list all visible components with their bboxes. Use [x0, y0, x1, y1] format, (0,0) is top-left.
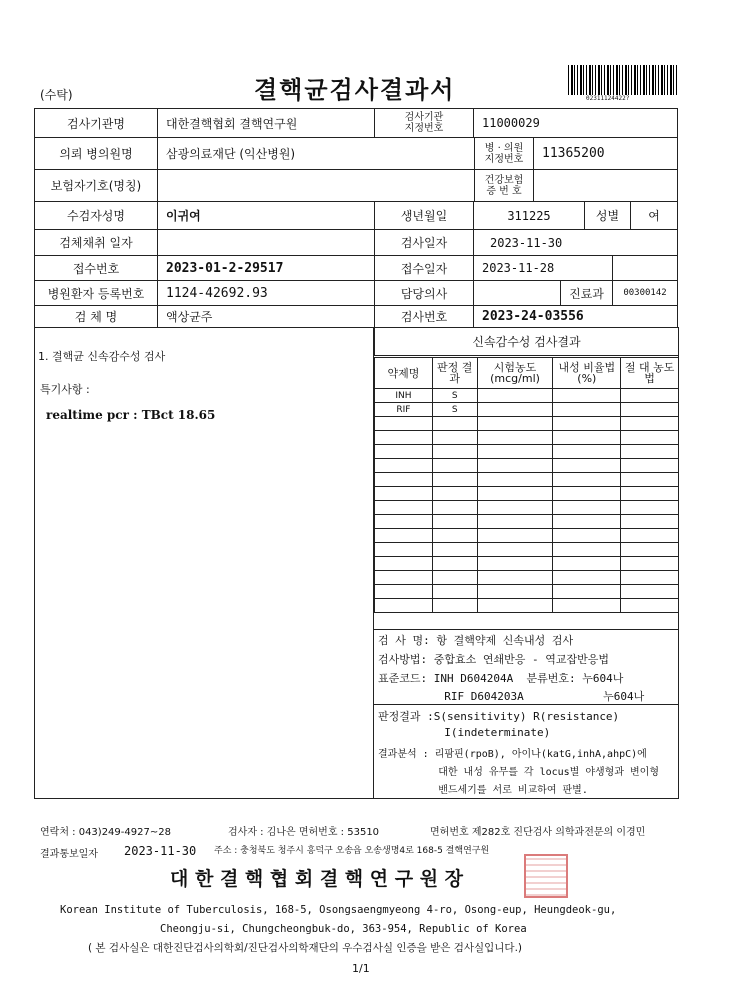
- results-cell: [375, 557, 433, 571]
- results-row-empty: [375, 571, 679, 585]
- barcode: [568, 65, 678, 95]
- results-cell: [621, 543, 679, 557]
- results-cell: [432, 487, 477, 501]
- clinic-no-label-1: 병 · 의원: [484, 142, 524, 154]
- test-date-value: 2023-11-30: [473, 229, 678, 256]
- results-cell: [477, 487, 553, 501]
- official-seal: [524, 854, 568, 898]
- barcode-text: 02311124422?: [586, 95, 630, 102]
- results-cell: [553, 417, 621, 431]
- results-cell: [621, 459, 679, 473]
- method-line-3: 표준코드: INH D604204A 분류번호: 누604나: [378, 672, 624, 685]
- reception-date-label: 접수일자: [374, 255, 474, 281]
- results-cell: [375, 487, 433, 501]
- sex-label: 성별: [584, 201, 631, 230]
- results-cell: INH: [375, 389, 433, 403]
- results-cell: [477, 515, 553, 529]
- reg-value: 1124-42692.93: [157, 280, 375, 306]
- results-row-empty: [375, 473, 679, 487]
- insured-value: [157, 169, 475, 202]
- results-cell: [621, 487, 679, 501]
- page-number: 1/1: [352, 962, 370, 975]
- results-row-empty: [375, 431, 679, 445]
- inst-no-label: [374, 108, 474, 138]
- results-cell: [432, 501, 477, 515]
- remarks-label: 특기사항 :: [40, 383, 90, 396]
- results-cell: [477, 459, 553, 473]
- results-cell: [553, 599, 621, 613]
- method-line-2: 검사방법: 중합효소 연쇄반응 - 역교잡반응법: [378, 653, 610, 666]
- address: 주소 : 충청북도 청주시 흥덕구 오송읍 오송생명4로 168-5 결핵연구원: [214, 846, 490, 856]
- results-row-empty: [375, 459, 679, 473]
- dept-label: 진료과: [560, 280, 613, 306]
- test-item: 1. 결핵균 신속감수성 검사: [38, 350, 166, 363]
- results-title: 신속감수성 검사결과: [374, 327, 679, 356]
- results-cell: [375, 515, 433, 529]
- results-row-empty: [375, 543, 679, 557]
- results-cell: [553, 571, 621, 585]
- pcr-result: realtime pcr : TBct 18.65: [46, 408, 216, 422]
- referrer-value: 삼광의료재단 (익산병원): [157, 137, 475, 170]
- page-title: 결핵균검사결과서: [254, 76, 456, 104]
- contact: 연락처 : 043)249-4927~28: [40, 827, 171, 838]
- results-cell: [432, 529, 477, 543]
- results-row-empty: [375, 501, 679, 515]
- results-table: [374, 357, 679, 613]
- specimen-label: 검 체 명: [34, 305, 158, 328]
- results-cell: [621, 501, 679, 515]
- test-date-label: 검사일자: [374, 229, 474, 256]
- col-drug: 약제명: [375, 358, 433, 389]
- doctor-label: 담당의사: [374, 280, 474, 306]
- insured-label: 보험자기호(명칭): [34, 169, 158, 202]
- results-cell: [553, 445, 621, 459]
- results-cell: [432, 515, 477, 529]
- results-cell: S: [432, 389, 477, 403]
- col-concentration: 시험농도 (mcg/ml): [477, 358, 553, 389]
- results-cell: [477, 473, 553, 487]
- results-cell: [477, 445, 553, 459]
- results-cell: [553, 487, 621, 501]
- report-date: 2023-11-30: [124, 844, 197, 858]
- reception-date-spare: [612, 255, 678, 281]
- test-no-label: 검사번호: [374, 305, 474, 328]
- method-line-5: 판정결과 :S(sensitivity) R(resistance): [378, 710, 620, 723]
- results-cell: [375, 543, 433, 557]
- certification-note: ( 본 검사실은 대한진단검사의학회/진단검사의학재단의 우수검사실 인증을 받은 검사실입니다.): [88, 942, 523, 954]
- results-cell: [621, 571, 679, 585]
- col-proportion: 내성 비율법(%): [553, 358, 621, 389]
- results-cell: RIF: [375, 403, 433, 417]
- results-cell: [432, 585, 477, 599]
- results-cell: [432, 417, 477, 431]
- collect-value: [157, 229, 375, 256]
- results-cell: S: [432, 403, 477, 417]
- results-cell: [553, 529, 621, 543]
- results-cell: [375, 529, 433, 543]
- col-absolute: 절 대 농도법: [621, 358, 679, 389]
- results-cell: [432, 473, 477, 487]
- specimen-value: 액상균주: [157, 305, 375, 328]
- results-cell: [477, 599, 553, 613]
- results-cell: [477, 585, 553, 599]
- results-row-empty: [375, 515, 679, 529]
- results-cell: [621, 599, 679, 613]
- inst-no-label-1: 검사기관: [404, 112, 444, 123]
- results-cell: [477, 389, 553, 403]
- method-divider-2: [374, 704, 679, 705]
- results-cell: [477, 403, 553, 417]
- patient-value: 이귀여: [157, 201, 375, 230]
- results-row-empty: [375, 417, 679, 431]
- results-cell: [621, 389, 679, 403]
- results-cell: [553, 473, 621, 487]
- receipt-label: (수탁): [40, 88, 73, 102]
- organization-name: 대 한 결 핵 협 회 결 핵 연 구 원 장: [170, 868, 464, 890]
- inst-no-label-2: 지정번호: [404, 123, 444, 134]
- institution-value: 대한결핵협회 결핵연구원: [157, 108, 375, 138]
- results-row-empty: [375, 445, 679, 459]
- results-cell: [432, 571, 477, 585]
- patient-label: 수검자성명: [34, 201, 158, 230]
- results-row-empty: [375, 529, 679, 543]
- results-cell: [477, 431, 553, 445]
- reg-label: 병원환자 등록번호: [34, 280, 158, 306]
- results-cell: [477, 417, 553, 431]
- results-cell: [553, 403, 621, 417]
- health-no-label: [474, 169, 534, 202]
- results-cell: [477, 529, 553, 543]
- results-cell: [553, 585, 621, 599]
- health-no-label-1: 건강보험: [484, 174, 524, 186]
- results-cell: [477, 543, 553, 557]
- results-cell: [432, 431, 477, 445]
- results-cell: [432, 599, 477, 613]
- results-cell: [477, 557, 553, 571]
- results-cell: [553, 389, 621, 403]
- results-cell: [477, 501, 553, 515]
- health-no-label-2: 증 번 호: [486, 185, 522, 197]
- results-cell: [621, 417, 679, 431]
- results-cell: [621, 473, 679, 487]
- results-cell: [553, 515, 621, 529]
- dob-label: 생년월일: [374, 201, 474, 230]
- test-no-value: 2023-24-03556: [473, 305, 678, 328]
- report-date-label: 결과통보일자: [40, 849, 98, 860]
- referrer-label: 의뢰 병의원명: [34, 137, 158, 170]
- collect-label: 검체채취 일자: [34, 229, 158, 256]
- method-line-9: 밴드세기를 서로 비교하여 판별.: [378, 785, 588, 796]
- doctor-value: [473, 280, 561, 306]
- results-cell: [432, 543, 477, 557]
- results-cell: [375, 459, 433, 473]
- results-row: [375, 389, 679, 403]
- sex-value: 여: [630, 201, 678, 230]
- col-result: 판정 결과: [432, 358, 477, 389]
- clinic-no-label-2: 지정번호: [484, 153, 524, 165]
- inst-no-value: 11000029: [473, 108, 678, 138]
- results-row-empty: [375, 585, 679, 599]
- results-cell: [375, 417, 433, 431]
- reception-label: 접수번호: [34, 255, 158, 281]
- results-cell: [621, 529, 679, 543]
- results-cell: [375, 501, 433, 515]
- method-line-1: 검 사 명: 항 결핵약제 신속내성 검사: [378, 634, 574, 647]
- method-line-8: 대한 내성 유무를 각 locus별 야생형과 변이형: [378, 767, 659, 778]
- method-line-4: RIF D604203A 누604나: [378, 690, 645, 703]
- results-row-empty: [375, 557, 679, 571]
- results-cell: [553, 459, 621, 473]
- english-address-2: Cheongju-si, Chungcheongbuk-do, 363-954, Republic of Korea: [160, 923, 527, 935]
- institution-label: 검사기관명: [34, 108, 158, 138]
- results-cell: [375, 431, 433, 445]
- method-divider: [374, 629, 679, 630]
- results-cell: [432, 557, 477, 571]
- results-cell: [477, 571, 553, 585]
- method-line-6: I(indeterminate): [378, 726, 551, 739]
- health-no-value: [533, 169, 678, 202]
- results-cell: [375, 585, 433, 599]
- results-cell: [621, 515, 679, 529]
- results-cell: [553, 543, 621, 557]
- reception-value: 2023-01-2-29517: [157, 255, 375, 281]
- dob-value: 311225: [473, 201, 585, 230]
- results-cell: [375, 599, 433, 613]
- results-cell: [621, 445, 679, 459]
- results-cell: [375, 571, 433, 585]
- results-cell: [621, 585, 679, 599]
- results-cell: [621, 431, 679, 445]
- results-cell: [432, 445, 477, 459]
- results-cell: [375, 473, 433, 487]
- method-line-7: 결과분석 : 리팜핀(rpoB), 아이나(katG,inhA,ahpC)에: [378, 749, 647, 760]
- results-row-empty: [375, 487, 679, 501]
- results-cell: [553, 501, 621, 515]
- results-cell: [621, 403, 679, 417]
- clinic-no-value: 11365200: [533, 137, 678, 170]
- tester: 검사자 : 김나은 면허번호 : 53510: [228, 827, 380, 838]
- results-row-empty: [375, 599, 679, 613]
- english-address-1: Korean Institute of Tuberculosis, 168-5, Osongsaengmyeong 4-ro, Osong-eup, Heungdeok-gu,: [60, 904, 617, 916]
- results-cell: [553, 557, 621, 571]
- results-cell: [432, 459, 477, 473]
- clinic-no-label: [474, 137, 534, 170]
- dept-value: 00300142: [612, 280, 678, 306]
- results-cell: [375, 445, 433, 459]
- license: 면허번호 제282호 진단검사 의학과전문의 이경민: [430, 827, 646, 838]
- reception-date-value: 2023-11-28: [473, 255, 613, 281]
- results-row: [375, 403, 679, 417]
- results-cell: [621, 557, 679, 571]
- results-cell: [553, 431, 621, 445]
